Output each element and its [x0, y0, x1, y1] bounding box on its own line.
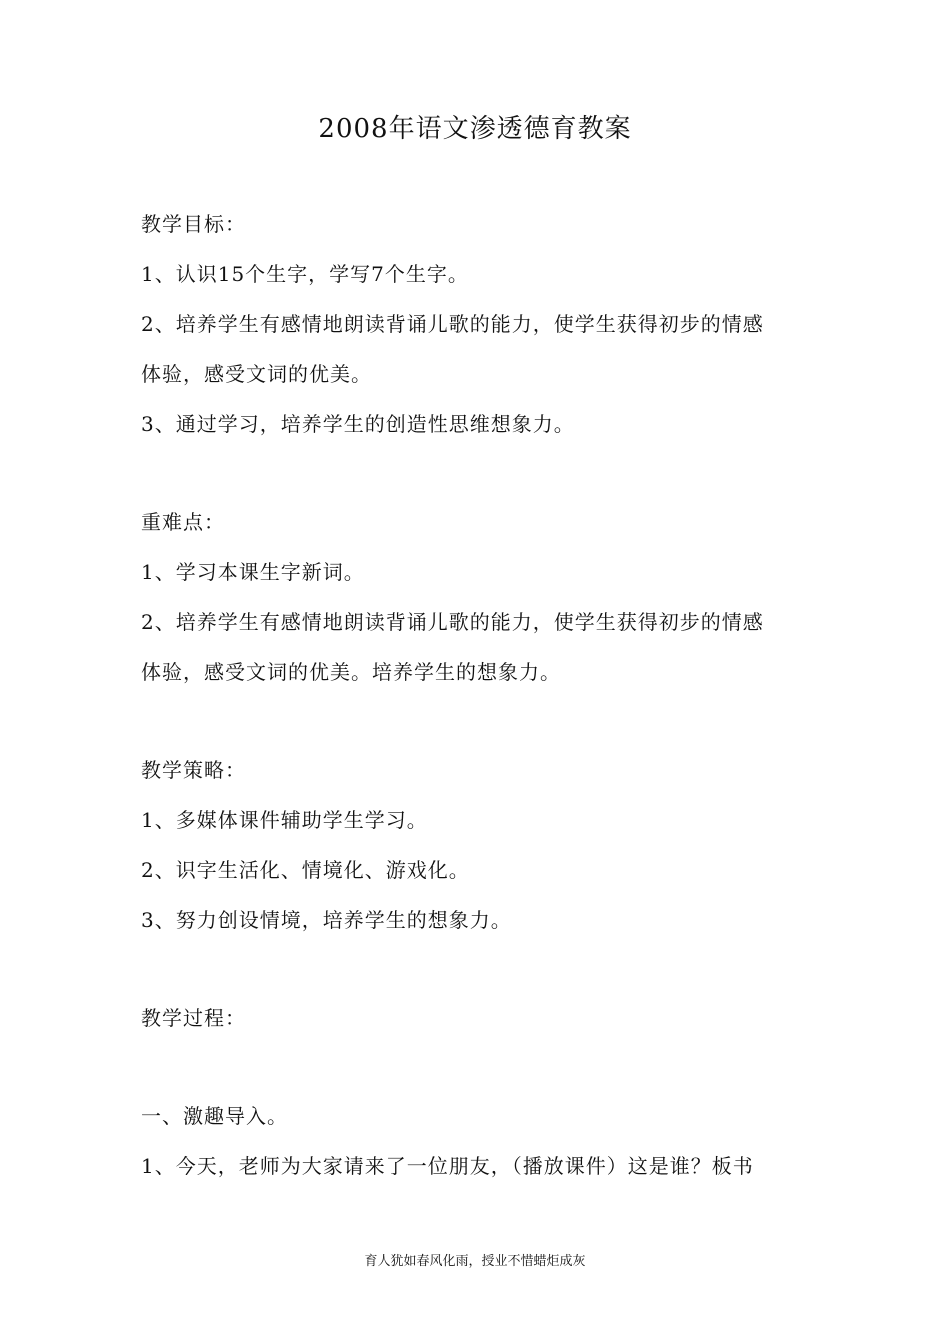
key-points-item-2-line-2: 体验，感受文词的优美。培养学生的想象力。 — [141, 660, 561, 684]
strategies-heading: 教学策略： — [141, 758, 246, 782]
objectives-item-1: 1、认识15个生字，学写7个生字。 — [141, 262, 469, 286]
page-footer: 育人犹如春风化雨，授业不惜蜡炬成灰 — [364, 1254, 586, 1269]
process-section-1-heading: 一、激趣导入。 — [141, 1104, 288, 1128]
document-title: 2008年语文渗透德育教案 — [318, 114, 632, 144]
strategies-item-1: 1、多媒体课件辅助学生学习。 — [141, 808, 428, 832]
key-points-item-1: 1、学习本课生字新词。 — [141, 560, 365, 584]
process-section-1-item-1: 1、今天，老师为大家请来了一位朋友，（播放课件）这是谁？板书 — [141, 1154, 754, 1178]
process-heading: 教学过程： — [141, 1006, 246, 1030]
strategies-item-3: 3、努力创设情境，培养学生的想象力。 — [141, 908, 512, 932]
objectives-heading: 教学目标： — [141, 212, 246, 236]
key-points-item-2-line-1: 2、培养学生有感情地朗读背诵儿歌的能力，使学生获得初步的情感 — [141, 610, 764, 634]
key-points-heading: 重难点： — [141, 510, 225, 534]
objectives-item-3: 3、通过学习，培养学生的创造性思维想象力。 — [141, 412, 575, 436]
objectives-item-2-line-2: 体验，感受文词的优美。 — [141, 362, 372, 386]
objectives-item-2-line-1: 2、培养学生有感情地朗读背诵儿歌的能力，使学生获得初步的情感 — [141, 312, 764, 336]
strategies-item-2: 2、识字生活化、情境化、游戏化。 — [141, 858, 470, 882]
